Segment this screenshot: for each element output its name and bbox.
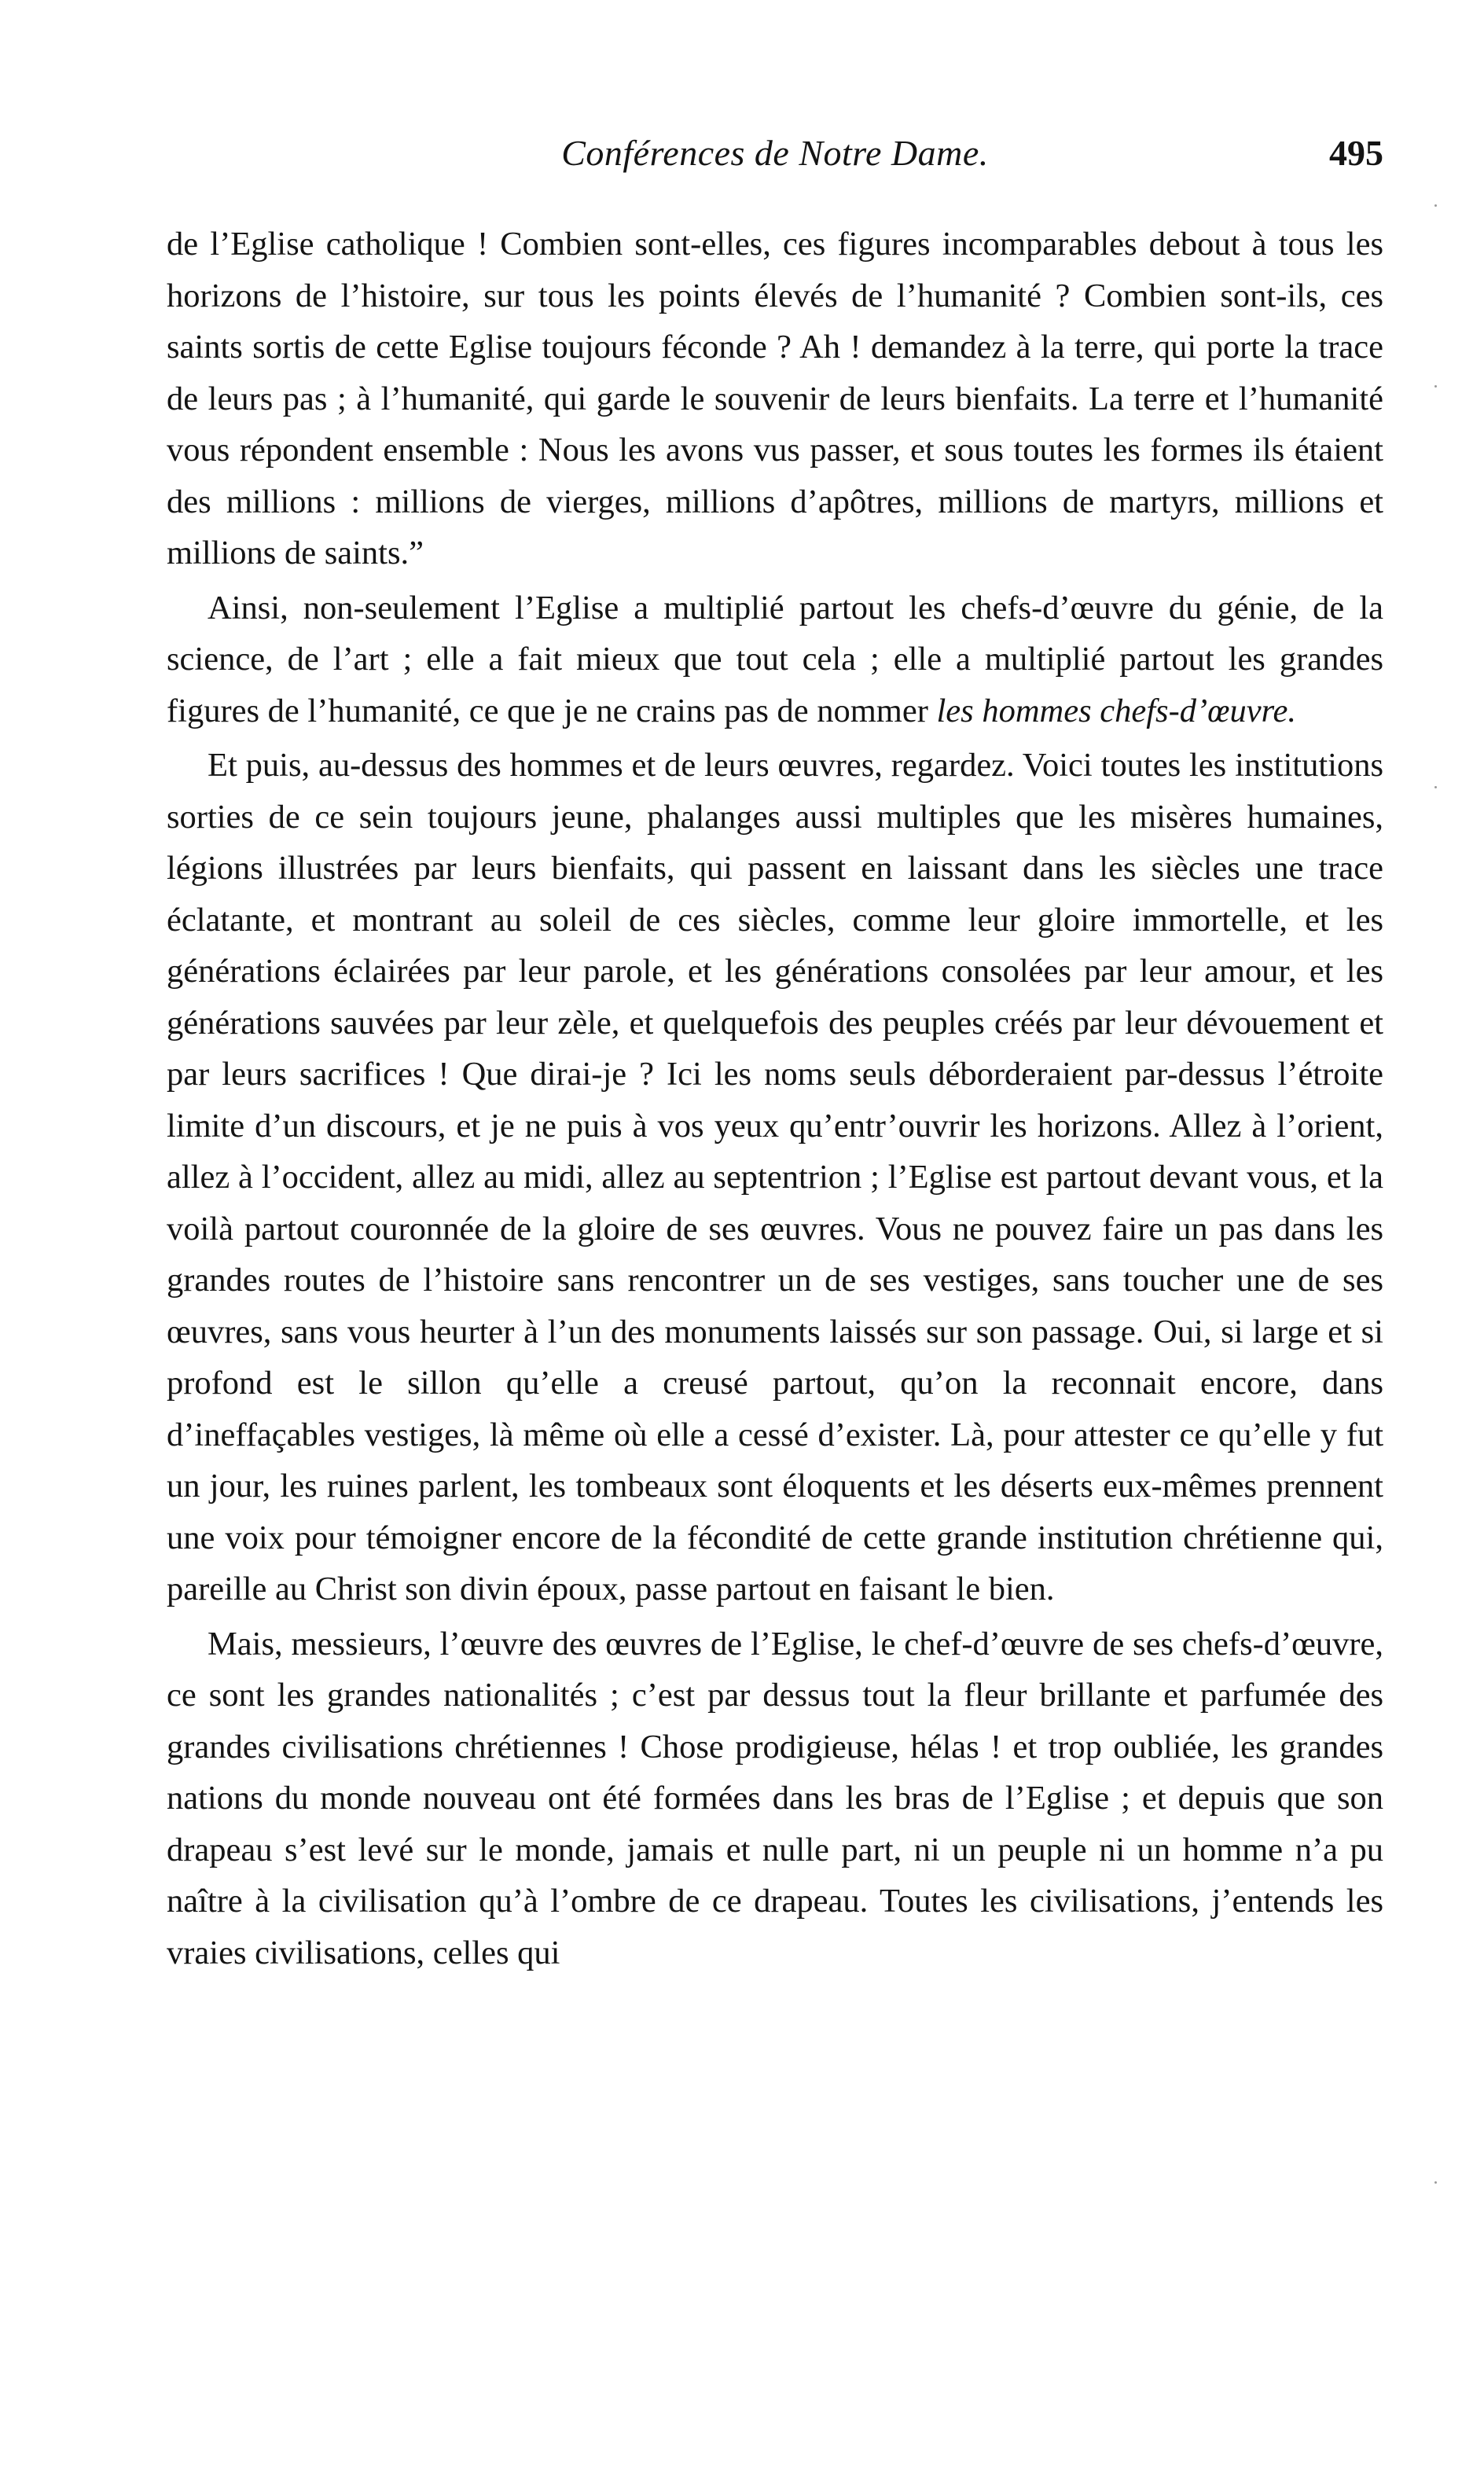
paragraph: Mais, messieurs, l’œuvre des œuvres de l’Eglise, le chef-d’œuvre de ses chefs-d’œuvre, ce sont les grandes nationalités ; c’est par dessus tout la fleur brillante et parfumée des grandes civilisations chrétiennes ! Chose prodigieuse, hélas ! et trop oubliée, les grandes nations du monde nouveau ont été formées dans les bras de l’Eglise ; et depuis que son drapeau s’est levé sur le monde, jamais et nulle part, ni un peuple ni un homme n’a pu naître à la civilisation qu’à l’ombre de ce drapeau. Toutes les civilisations, j’entends les vraies civilisations, celles qui xyxy=(167,1625,1383,1971)
running-head xyxy=(167,126,1383,181)
paragraph xyxy=(167,582,1383,737)
paper-speck xyxy=(1434,786,1437,788)
emphasized-phrase: les hommes chefs-d’œuvre. xyxy=(936,692,1297,729)
margin-specks xyxy=(1434,204,1439,2185)
paper-speck xyxy=(1434,2181,1437,2184)
body-text xyxy=(167,219,1383,1979)
paragraph-text: Ainsi, non-seulement l’Eglise a multiplié partout les chefs-d’œuvre du génie, de la science, de l’art ; elle a fait mieux que tout cela ; elle a multiplié partout les grandes figures de l’humanité, ce que je ne crains pas de nommer xyxy=(167,589,1383,729)
paper-speck xyxy=(1434,204,1437,207)
running-title: Conférences de Notre Dame. xyxy=(561,133,989,173)
page-number: 495 xyxy=(1329,133,1383,173)
paragraph: Et puis, au-dessus des hommes et de leurs œuvres, regardez. Voici toutes les institutions sorties de ce sein toujours jeune, phalanges aussi multiples que les misères humaines, légions illustrées par leurs bienfaits, qui passent en laissant dans les siècles une trace éclatante, et montrant au soleil de ces siècles, comme leur gloire immortelle, et les générations éclairées par leur parole, et les générations consolées par leur amour, et les générations sauvées par leur zèle, et quelquefois des peuples créés par leur dévouement et par leurs sacrifices ! Que dirai-je ? Ici les noms seuls déborderaient par-dessus l’étroite limite d’un discours, et je ne puis à vos yeux qu’entr’ouvrir les horizons. Allez à l’orient, allez à l’occident, allez au midi, allez au septentrion ; l’Eglise est partout devant vous, et la voilà partout couronnée de la gloire de ses œuvres. Vous ne pouvez faire un pas dans les grandes routes de l’histoire sans rencontrer un de ses vestiges, sans toucher une de ses œuvres, sans vous heurter à l’un des monuments laissés sur son passage. Oui, si large et si profond est le sillon qu’elle a creusé partout, qu’on la reconnait encore, dans d’ineffaçables vestiges, là même où elle a cessé d’exister. Là, pour attester ce qu’elle y fut un jour, les ruines parlent, les tombeaux sont éloquents et les déserts eux-mêmes prennent une voix pour témoigner encore de la fécondité de cette grande institution chrétienne qui, pareille au Christ son divin époux, passe partout en faisant le bien. xyxy=(167,747,1383,1607)
paragraph-continued: de l’Eglise catholique ! Combien sont-elles, ces figures incomparables debout à tous les horizons de l’histoire, sur tous les points élevés de l’humanité ? Combien sont-ils, ces saints sortis de cette Eglise toujours féconde ? Ah ! demandez à la terre, qui porte la trace de leurs pas ; à l’humanité, qui garde le souvenir de leurs bienfaits. La terre et l’humanité vous répondent ensemble : Nous les avons vus passer, et sous toutes les formes ils étaient des millions : millions de vierges, millions d’apôtres, millions de martyrs, millions et millions de saints.” xyxy=(167,226,1383,571)
paper-speck xyxy=(1434,385,1437,388)
